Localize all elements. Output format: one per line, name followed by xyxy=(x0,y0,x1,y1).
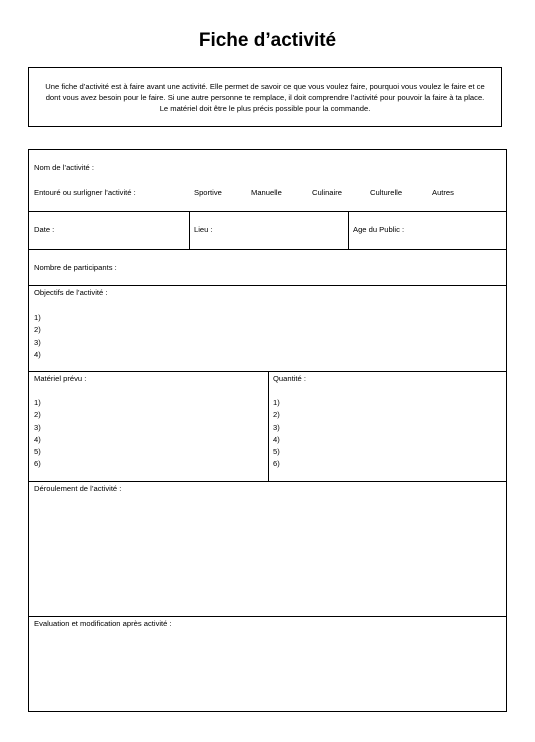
intro-box xyxy=(28,67,502,127)
materiel-list xyxy=(34,397,41,471)
divider xyxy=(29,285,506,286)
list-item: 2) xyxy=(34,410,41,420)
list-item: 5) xyxy=(273,447,280,457)
list-item: 6) xyxy=(273,459,280,469)
materiel-label: Matériel prévu : xyxy=(34,374,87,383)
nom-label: Nom de l’activité : xyxy=(34,163,94,172)
list-item: 4) xyxy=(273,434,280,444)
date-label: Date : xyxy=(34,225,55,234)
divider xyxy=(29,211,506,212)
list-item: 2) xyxy=(273,410,280,420)
quantite-list xyxy=(273,397,280,471)
divider xyxy=(29,249,506,250)
lieu-label: Lieu : xyxy=(194,225,213,234)
divider xyxy=(348,211,349,249)
list-item: 4) xyxy=(34,349,41,359)
list-item: 2) xyxy=(34,325,41,335)
divider xyxy=(268,371,269,481)
objectifs-list xyxy=(34,312,41,361)
intro-text: Une fiche d’activité est à faire avant une activité. Elle permet de savoir ce que vous voulez faire, pourquoi vous voulez le faire et ce dont vous avez besoin pour le faire. Si une autre personne te remplace, il doit comprendre l’activité pour pouvoir la faire à ta place. Le matériel doit être le plus précis possible pour la commande. xyxy=(45,81,485,113)
divider xyxy=(29,481,506,482)
list-item: 1) xyxy=(34,398,41,407)
age-label: Age du Public : xyxy=(353,225,405,234)
list-item: 1) xyxy=(273,398,280,407)
objectifs-label: Objectifs de l’activité : xyxy=(34,288,108,297)
divider xyxy=(29,616,506,617)
list-item: 6) xyxy=(34,459,41,469)
activity-form xyxy=(28,149,507,712)
type-culturelle[interactable]: Culturelle xyxy=(370,188,403,197)
type-culinaire[interactable]: Culinaire xyxy=(312,188,342,197)
list-item: 3) xyxy=(34,337,41,347)
list-item: 4) xyxy=(34,434,41,444)
quantite-label: Quantité : xyxy=(273,374,306,383)
deroulement-label: Déroulement de l’activité : xyxy=(34,484,122,493)
page-title: Fiche d’activité xyxy=(198,30,337,51)
list-item: 5) xyxy=(34,447,41,457)
evaluation-label: Evaluation et modification après activité : xyxy=(34,619,172,628)
divider xyxy=(189,211,190,249)
entoure-label: Entouré ou surligner l’activité : xyxy=(34,188,136,197)
list-item: 3) xyxy=(34,422,41,432)
type-autres[interactable]: Autres xyxy=(432,188,454,197)
participants-label: Nombre de participants : xyxy=(34,263,117,272)
list-item: 1) xyxy=(34,313,41,322)
type-manuelle[interactable]: Manuelle xyxy=(251,188,282,197)
type-sportive[interactable]: Sportive xyxy=(194,188,222,197)
list-item: 3) xyxy=(273,422,280,432)
